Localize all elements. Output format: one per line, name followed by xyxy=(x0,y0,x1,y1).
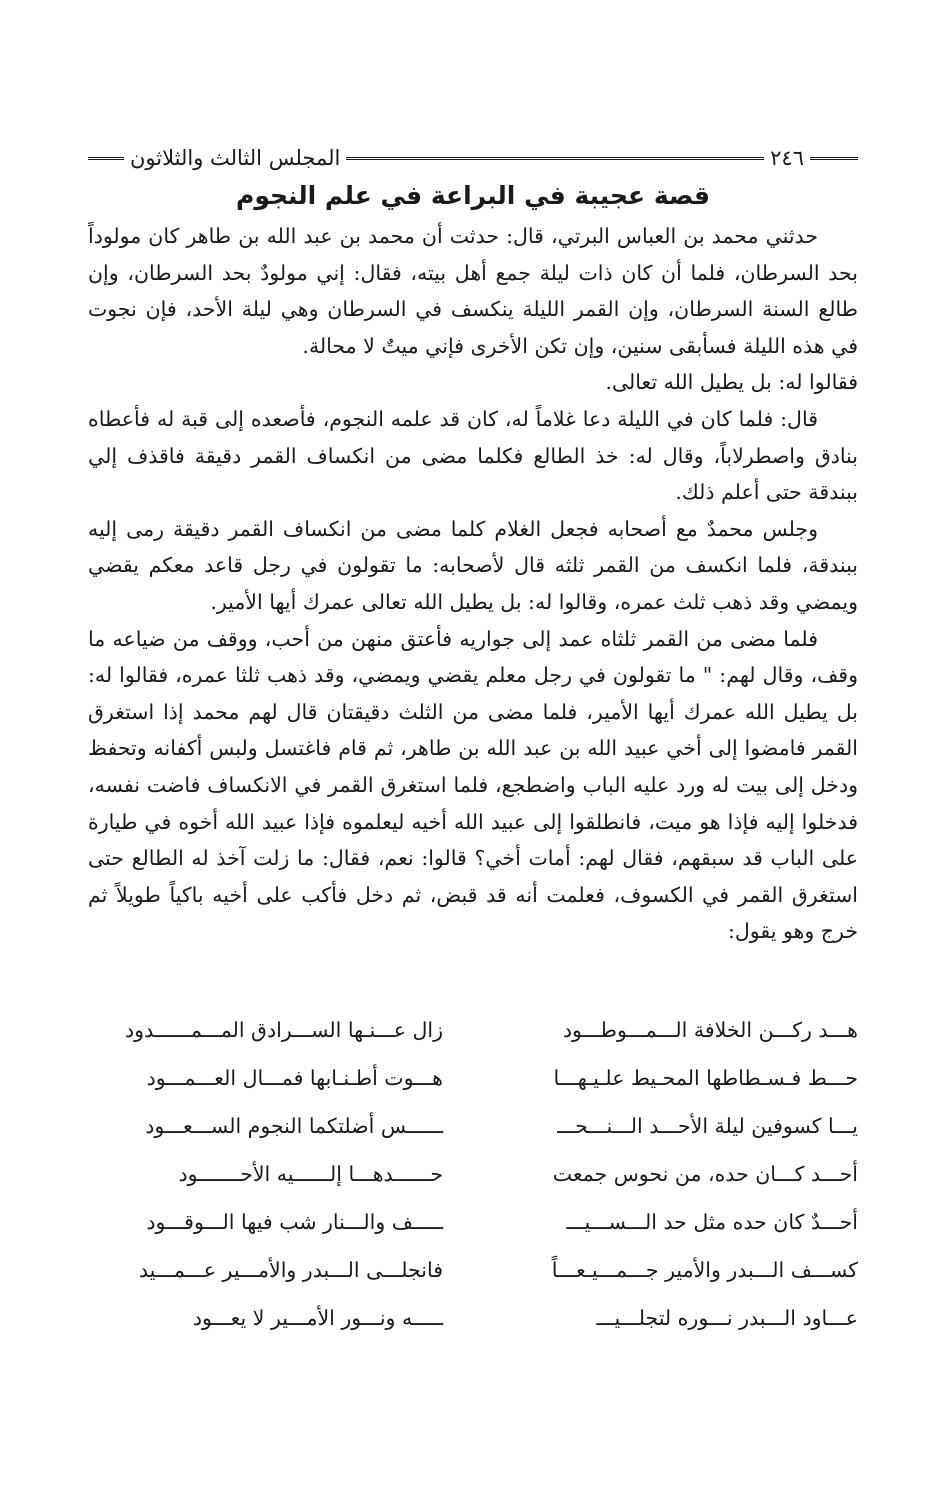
paragraph: فقالوا له: بل يطيل الله تعالى. xyxy=(605,370,858,395)
verse-row xyxy=(88,1102,858,1150)
running-header xyxy=(88,140,858,176)
verse-row xyxy=(88,1246,858,1294)
verse-row xyxy=(88,1150,858,1198)
verse-first-hemistich: حـــط فـسـطاطها المحـيط علـيـهـــا xyxy=(553,1066,858,1090)
paragraph: قال: فلما كان في الليلة دعا غلاماً له، كان قد علمه النجوم، فأصعده إلى قبة له فأعطاه بنادق واصطرلاباً، وقال له: خذ الطالع فكلما مضى من انكساف القمر دقيقة فاقذف إلي ببندقة حتى أعلم ذلك. xyxy=(88,406,858,505)
verse-first-hemistich: يـــا كسوفين ليلة الأحـــد الـــنـــحـــ xyxy=(557,1114,858,1138)
verse-row xyxy=(88,1006,858,1054)
verse-first-hemistich: كســـف الـــبدر والأمير جـــمـــيـعـــاً xyxy=(551,1258,858,1282)
verse-first-hemistich: أحـــدٌ كان حده مثل حد الـــســـيـــ xyxy=(566,1210,858,1234)
paragraph: وجلس محمدٌ مع أصحابه فجعل الغلام كلما مضى من انكساف القمر دقيقة رمى إليه ببندقة، فلما انكسف من القمر ثلثه قال لأصحابه: ما تقولون في رجل قاعد معكم يقضي ويمضي وقد ذهب ثلث عمره، وقالوا له: بل يطيل الله تعالى عمرك أيها الأمير. xyxy=(88,516,858,614)
verse-first-hemistich: هـــد ركـــن الخلافة الـــمـــوطـــود xyxy=(562,1018,858,1042)
verse-second-hemistich: ـــــه ونـــور الأمـــير لا يعـــود xyxy=(192,1306,443,1330)
verse-second-hemistich: ـــــف والـــنار شب فيها الـــوقـــود xyxy=(146,1210,443,1234)
poem xyxy=(88,1006,858,1342)
verse-row xyxy=(88,1198,858,1246)
verse-second-hemistich: حــــــدهـــا إلــــــيه الأحـــــــود xyxy=(178,1162,443,1186)
paragraph: حدثني محمد بن العباس البرتي، قال: حدثت أن محمد بن عبد الله بن طاهر كان مولوداً بحد السرطان، فلما أن كان ذات ليلة جمع أهل بيته، فقال: إني مولودٌ بحد السرطان، وإن طالع السنة السرطان، وإن القمر الليلة ينكسف في السرطان وهي ليلة الأحد، فإن نجوت في هذه الليلة فسأبقى سنين، وإن تكن الأخرى فإني ميتٌ لا محالة. xyxy=(88,224,858,358)
verse-second-hemistich: فانجلـــى الـــبدر والأمـــير عـــمـــيد xyxy=(138,1258,443,1282)
header-rule-left xyxy=(88,157,124,160)
story-title: قصة عجيبة في البراعة في علم النجوم xyxy=(236,181,710,210)
story-body xyxy=(88,218,858,950)
verse-second-hemistich: زال عـــنـها الســـرادق المـــمــــــدود xyxy=(125,1018,443,1042)
section-title: المجلس الثالث والثلاثون xyxy=(130,146,341,170)
verse-second-hemistich: ــــــس أضلتكما النجوم الســـعـــود xyxy=(145,1114,443,1138)
header-rule-right xyxy=(810,157,858,160)
verse-first-hemistich: أحـــد كـــان حده، من نحوس جمعت xyxy=(552,1162,858,1186)
verse-row xyxy=(88,1294,858,1342)
verse-first-hemistich: عـــاود الـــبدر نـــوره لتجلـــيـــ xyxy=(596,1306,858,1330)
paragraph: فلما مضى من القمر ثلثاه عمد إلى جواريه فأعتق منهن من أحب، ووقف من ضياعه ما وقف، وقال لهم: " ما تقولون في رجل معلم يقضي ويمضي، وقد ذهب ثلثا عمره، فقالوا له: بل يطيل الله عمرك أيها الأمير، فلما مضى من الثلث دقيقتان قال لهم محمد إذا استغرق القمر فامضوا إلى أخي عبيد الله بن عبد الله بن طاهر، ثم قام فاغتسل ولبس أكفانه وتحفظ ودخل إلى بيت له ورد عليه الباب واضطجع، فلما استغرق القمر في الانكساف فاضت نفسه، فدخلوا إليه فإذا هو ميت، فانطلقوا إلى عبيد الله أخيه ليعلموه فإذا عبيد الله أخوه في طيارة على الباب قد سبقهم، فقال لهم: أمات أخي؟ قالوا: نعم، فقال: ما زلت آخذ له الطالع حتى استغرق القمر في الكسوف، فعلمت أنه قد قبض، ثم دخل فأكب على أخيه باكياً طويلاً ثم خرج وهو يقول: xyxy=(88,626,858,944)
page-number: ٢٤٦ xyxy=(770,146,804,170)
verse-row xyxy=(88,1054,858,1102)
header-rule-middle xyxy=(346,157,764,160)
verse-second-hemistich: هـــوت أطـنـابها فمـــال العـــمـــود xyxy=(146,1066,443,1090)
